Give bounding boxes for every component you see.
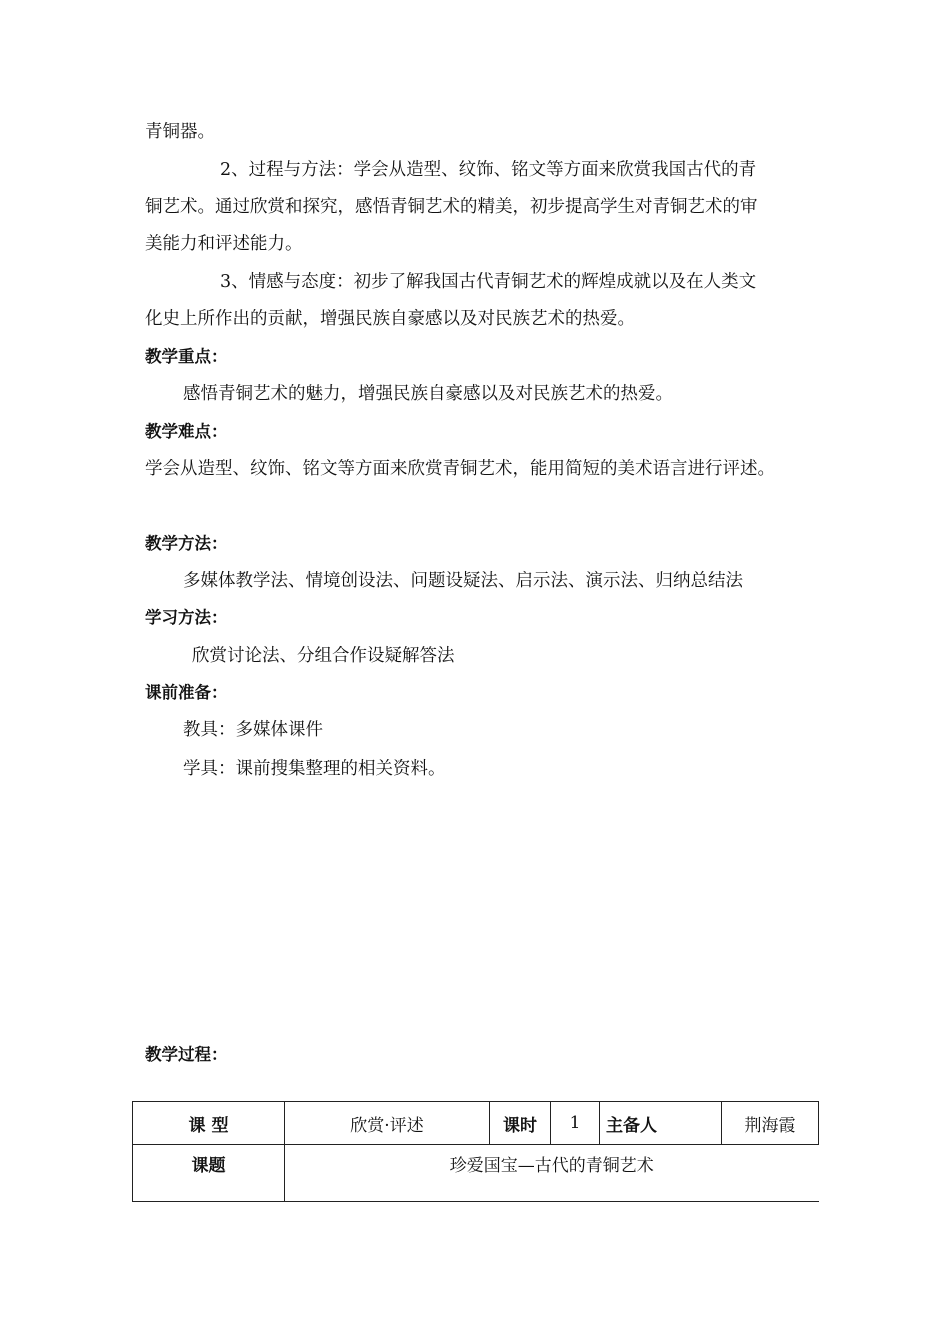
author-value: 荆海霞 xyxy=(722,1102,819,1145)
learning-methods-heading: 学习方法： xyxy=(145,608,228,627)
teaching-methods-heading: 教学方法： xyxy=(145,534,228,553)
objective-line-1: 青铜器。 xyxy=(145,122,215,142)
lesson-type-value: 欣赏·评述 xyxy=(285,1102,490,1145)
preparation-heading: 课前准备： xyxy=(145,683,228,702)
topic-label: 课题 xyxy=(133,1145,285,1202)
class-hours-label: 课时 xyxy=(490,1102,551,1145)
key-points-text: 感悟青铜艺术的魅力，增强民族自豪感以及对民族艺术的热爱。 xyxy=(183,384,673,404)
objective-process-line-2: 铜艺术。通过欣赏和探究，感悟青铜艺术的精美，初步提高学生对青铜艺术的审 xyxy=(145,197,758,217)
student-tools-text: 学具：课前搜集整理的相关资料。 xyxy=(183,759,446,779)
objective-attitude-line-1: 3、情感与态度：初步了解我国古代青铜艺术的辉煌成就以及在人类文 xyxy=(220,272,757,292)
objective-process-line-3: 美能力和评述能力。 xyxy=(145,234,303,254)
teacher-tools-text: 教具：多媒体课件 xyxy=(183,720,323,740)
author-label: 主备人 xyxy=(600,1102,722,1145)
learning-methods-text: 欣赏讨论法、分组合作设疑解答法 xyxy=(192,646,455,666)
difficulties-heading: 教学难点： xyxy=(145,422,228,441)
objective-attitude-line-2: 化史上所作出的贡献，增强民族自豪感以及对民族艺术的热爱。 xyxy=(145,309,635,329)
key-points-heading: 教学重点： xyxy=(145,347,228,366)
table-row xyxy=(133,1102,819,1145)
teaching-methods-text: 多媒体教学法、情境创设法、问题设疑法、启示法、演示法、归纳总结法 xyxy=(183,571,743,591)
table-row xyxy=(133,1145,819,1202)
objective-process-line-1: 2、过程与方法：学会从造型、纹饰、铭文等方面来欣赏我国古代的青 xyxy=(220,160,757,180)
lesson-info-table xyxy=(132,1101,819,1202)
lesson-type-label: 课 型 xyxy=(133,1102,285,1145)
process-heading: 教学过程： xyxy=(145,1045,228,1064)
class-hours-value: 1 xyxy=(551,1102,600,1145)
topic-value: 珍爱国宝—古代的青铜艺术 xyxy=(285,1145,819,1202)
difficulties-text: 学会从造型、纹饰、铭文等方面来欣赏青铜艺术，能用简短的美术语言进行评述。 xyxy=(145,459,775,479)
